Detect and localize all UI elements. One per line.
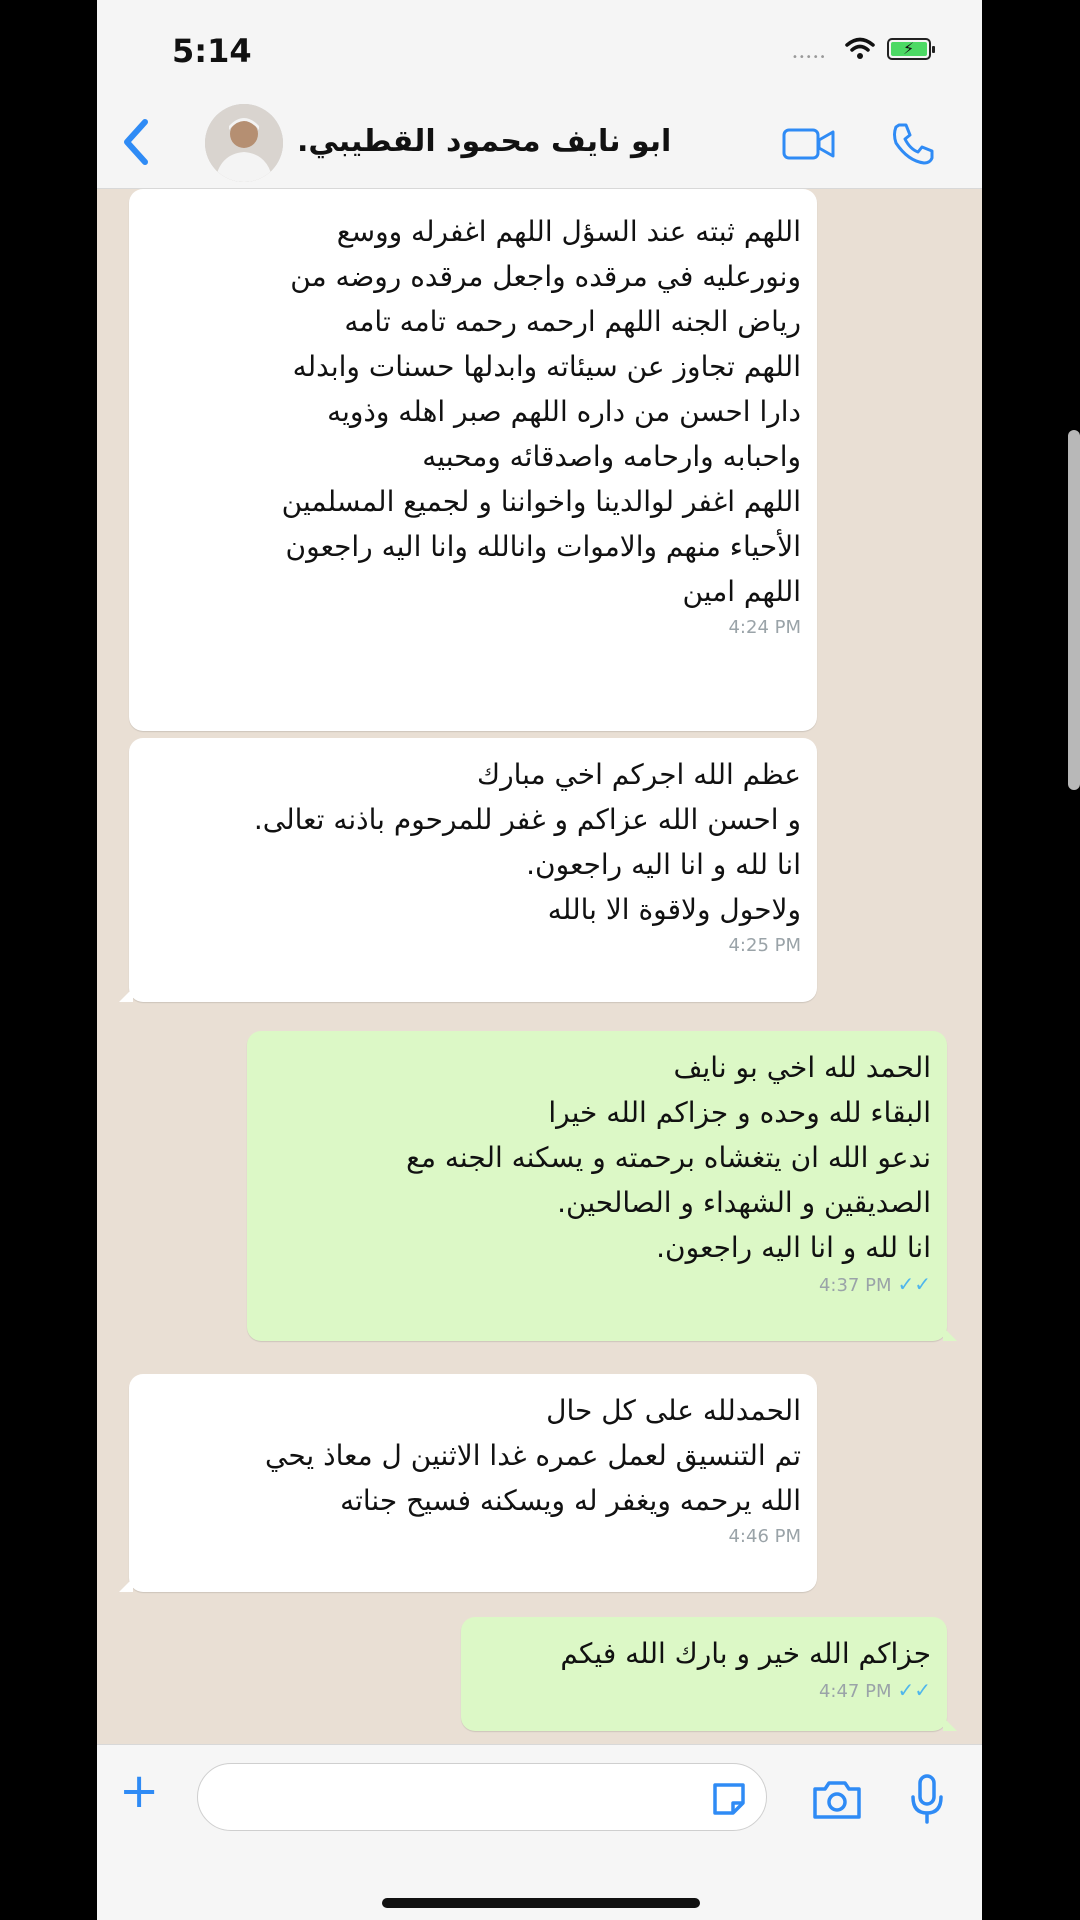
message-text: البقاء لله وحده و جزاكم الله خيرا	[548, 1096, 931, 1129]
message-text: ولاحول ولاقوة الا بالله	[547, 893, 801, 926]
message-text: جزاكم الله خير و بارك الله فيكم	[560, 1637, 931, 1670]
message-input[interactable]	[197, 1763, 767, 1831]
message-bubble-incoming[interactable]	[129, 189, 817, 731]
home-indicator[interactable]	[382, 1898, 700, 1908]
plus-icon[interactable]: +	[119, 1763, 160, 1819]
message-text: ونورعليه في مرقده واجعل مرقده روضه من	[290, 260, 801, 293]
read-receipt-icon: ✓✓	[897, 1678, 931, 1702]
message-text: رياض الجنه اللهم ارحمه رحمه تامه تامه	[344, 305, 801, 338]
message-time: 4:25 PM	[728, 935, 801, 956]
input-bar	[97, 1744, 982, 1920]
message-bubble-incoming[interactable]	[129, 738, 817, 1002]
message-text: اللهم ثبته عند السؤل اللهم اغفرله ووسع	[336, 215, 801, 248]
message-text: دارا احسن من داره اللهم صبر اهله وذويه	[327, 395, 801, 428]
status-time: 5:14	[172, 32, 252, 70]
video-camera-icon[interactable]	[781, 124, 837, 168]
contact-name[interactable]: ابو نايف محمود القطيبي.	[297, 124, 672, 159]
message-bubble-outgoing[interactable]	[247, 1031, 947, 1341]
camera-icon[interactable]	[811, 1777, 863, 1825]
message-text: تم التنسيق لعمل عمره غدا الاثنين ل معاذ يحي	[265, 1439, 801, 1472]
message-time: 4:46 PM	[728, 1526, 801, 1547]
message-time: 4:47 PM	[818, 1681, 892, 1702]
scroll-handle[interactable]	[1068, 430, 1080, 790]
message-list[interactable]	[97, 189, 982, 1744]
message-time: 4:24 PM	[728, 617, 801, 638]
message-bubble-outgoing[interactable]	[461, 1617, 947, 1731]
chat-header	[97, 100, 982, 189]
message-text: و احسن الله عزاكم و غفر للمرحوم باذنه تعالى.	[253, 803, 801, 836]
message-text: الصديقين و الشهداء و الصالحين.	[557, 1186, 931, 1219]
phone-screen	[97, 0, 982, 1920]
read-receipt-icon: ✓✓	[897, 1272, 931, 1296]
avatar[interactable]	[205, 104, 283, 182]
message-text: الحمدلله على كل حال	[546, 1394, 801, 1427]
status-bar	[97, 0, 982, 100]
message-text: الحمد لله اخي بو نايف	[673, 1051, 931, 1084]
signal-icon: •••••	[792, 52, 827, 63]
message-text: عظم الله اجركم اخي مبارك	[476, 758, 801, 791]
message-text: ندعو الله ان يتغشاه برحمته و يسكنه الجنه مع	[406, 1141, 931, 1174]
wifi-icon	[845, 36, 875, 64]
sticker-icon[interactable]	[709, 1779, 749, 1823]
message-text: الله يرحمه ويغفر له ويسكنه فسيح جناته	[340, 1484, 801, 1517]
message-text: واحبابه وارحامه واصدقائه ومحبيه	[422, 440, 801, 473]
message-time: 4:37 PM	[818, 1275, 892, 1296]
message-bubble-incoming[interactable]	[129, 1374, 817, 1592]
message-text: اللهم امين	[682, 575, 801, 608]
chevron-left-icon[interactable]	[117, 112, 157, 176]
message-text: الأحياء منهم والاموات وانالله وانا اليه راجعون	[285, 530, 801, 563]
message-text: انا لله و انا اليه راجعون.	[526, 848, 801, 881]
message-text: انا لله و انا اليه راجعون.	[656, 1231, 931, 1264]
microphone-icon[interactable]	[909, 1773, 945, 1829]
message-text: اللهم تجاوز عن سيئاته وابدلها حسنات وابدله	[292, 350, 801, 383]
message-text: اللهم اغفر لوالدينا واخواننا و لجميع المسلمين	[281, 485, 801, 518]
battery-icon: ⚡	[887, 38, 931, 60]
phone-icon[interactable]	[889, 120, 937, 172]
